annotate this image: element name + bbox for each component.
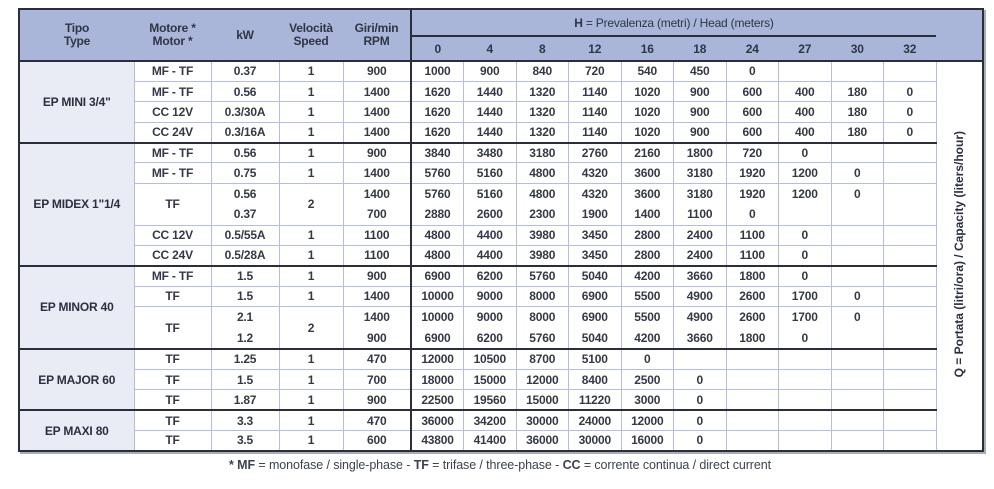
motor-cell: MF - TF bbox=[134, 266, 211, 286]
data-cell: 15000 bbox=[516, 390, 569, 410]
data-cell: 0 bbox=[674, 431, 727, 451]
data-cell: 1140 bbox=[569, 122, 622, 142]
head-value-header: 30 bbox=[831, 36, 884, 61]
data-cell: 4320 1900 bbox=[569, 183, 622, 225]
rpm-cell: 600 bbox=[343, 431, 411, 451]
table-row bbox=[19, 61, 983, 81]
speed-cell: 1 bbox=[279, 163, 343, 183]
table-row bbox=[19, 349, 983, 369]
data-cell: 3840 bbox=[411, 143, 464, 163]
data-cell: 1200 bbox=[779, 183, 832, 225]
data-cell bbox=[884, 431, 937, 451]
head-value-header: 16 bbox=[621, 36, 674, 61]
data-cell bbox=[779, 390, 832, 410]
table-row bbox=[19, 410, 983, 430]
capacity-axis-label: Q = Portata (litri/ora) / Capacity (liters/hour) bbox=[952, 131, 967, 378]
table-row bbox=[19, 225, 983, 245]
data-cell bbox=[779, 431, 832, 451]
data-cell: 0 bbox=[884, 81, 937, 101]
speed-cell: 1 bbox=[279, 369, 343, 389]
motor-cell: CC 12V bbox=[134, 102, 211, 122]
data-cell: 600 bbox=[726, 81, 779, 101]
rpm-cell: 900 bbox=[343, 143, 411, 163]
head-value-header: 12 bbox=[569, 36, 622, 61]
table-row bbox=[19, 266, 983, 286]
data-cell: 900 bbox=[674, 122, 727, 142]
data-cell: 4800 bbox=[411, 246, 464, 266]
data-cell: 180 bbox=[831, 122, 884, 142]
data-cell: 1620 bbox=[411, 122, 464, 142]
data-cell: 0 bbox=[621, 349, 674, 369]
data-cell: 0 bbox=[831, 286, 884, 306]
data-cell bbox=[726, 431, 779, 451]
data-cell: 3450 bbox=[569, 246, 622, 266]
col-header-motore: Motore * Motor * bbox=[134, 9, 211, 61]
data-cell: 16000 bbox=[621, 431, 674, 451]
motor-cell: MF - TF bbox=[134, 143, 211, 163]
data-cell: 0 bbox=[831, 163, 884, 183]
data-cell: 6200 bbox=[464, 266, 517, 286]
data-cell: 2160 bbox=[621, 143, 674, 163]
data-cell: 0 bbox=[674, 410, 727, 430]
data-cell: 1620 bbox=[411, 102, 464, 122]
data-cell: 400 bbox=[779, 122, 832, 142]
table-row bbox=[19, 183, 983, 225]
data-cell: 15000 bbox=[464, 369, 517, 389]
data-cell bbox=[831, 410, 884, 430]
kw-cell: 0.56 0.37 bbox=[211, 183, 279, 225]
data-cell bbox=[831, 266, 884, 286]
head-value-header: 4 bbox=[464, 36, 517, 61]
data-cell bbox=[779, 369, 832, 389]
data-cell: 18000 bbox=[411, 369, 464, 389]
table-row bbox=[19, 431, 983, 451]
table-row bbox=[19, 81, 983, 101]
data-cell: 0 bbox=[726, 61, 779, 81]
table-header bbox=[19, 9, 983, 61]
kw-cell: 1.5 bbox=[211, 369, 279, 389]
data-cell bbox=[884, 410, 937, 430]
motor-cell: CC 24V bbox=[134, 246, 211, 266]
data-cell bbox=[831, 143, 884, 163]
data-cell: 2800 bbox=[621, 225, 674, 245]
data-cell: 34200 bbox=[464, 410, 517, 430]
data-cell bbox=[831, 349, 884, 369]
data-cell: 0 bbox=[674, 390, 727, 410]
kw-cell: 0.75 bbox=[211, 163, 279, 183]
rpm-cell: 900 bbox=[343, 390, 411, 410]
data-cell bbox=[884, 307, 937, 349]
motor-cell: MF - TF bbox=[134, 61, 211, 81]
data-cell bbox=[831, 390, 884, 410]
data-cell: 8400 bbox=[569, 369, 622, 389]
data-cell: 4800 2300 bbox=[516, 183, 569, 225]
data-cell: 0 bbox=[884, 102, 937, 122]
rpm-cell: 1400 700 bbox=[343, 183, 411, 225]
data-cell bbox=[726, 410, 779, 430]
data-cell bbox=[726, 369, 779, 389]
data-cell bbox=[831, 61, 884, 81]
head-value-header: 8 bbox=[516, 36, 569, 61]
data-cell: 8000 5760 bbox=[516, 307, 569, 349]
kw-cell: 0.5/28A bbox=[211, 246, 279, 266]
data-cell: 0 bbox=[674, 369, 727, 389]
data-cell: 8700 bbox=[516, 349, 569, 369]
data-cell: 1440 bbox=[464, 122, 517, 142]
section-name-cell: EP MIDEX 1"1/4 bbox=[19, 143, 134, 266]
data-cell bbox=[884, 143, 937, 163]
data-cell: 900 bbox=[674, 102, 727, 122]
motor-cell: TF bbox=[134, 183, 211, 225]
col-header-kw: kW bbox=[211, 9, 279, 61]
data-cell: 5160 2600 bbox=[464, 183, 517, 225]
section-name-cell: EP MINOR 40 bbox=[19, 266, 134, 349]
data-cell: 0 bbox=[884, 122, 937, 142]
data-cell: 4400 bbox=[464, 246, 517, 266]
speed-cell: 1 bbox=[279, 122, 343, 142]
data-cell: 3180 1100 bbox=[674, 183, 727, 225]
data-cell: 0 bbox=[779, 143, 832, 163]
data-cell: 5040 bbox=[569, 266, 622, 286]
motor-cell: MF - TF bbox=[134, 163, 211, 183]
motor-cell: TF bbox=[134, 307, 211, 349]
data-cell bbox=[831, 431, 884, 451]
data-cell: 1020 bbox=[621, 102, 674, 122]
data-cell: 22500 bbox=[411, 390, 464, 410]
data-cell: 400 bbox=[779, 81, 832, 101]
data-cell: 900 bbox=[674, 81, 727, 101]
data-cell: 3600 bbox=[621, 163, 674, 183]
table-body bbox=[19, 61, 983, 451]
data-cell: 5760 2880 bbox=[411, 183, 464, 225]
data-cell: 1140 bbox=[569, 81, 622, 101]
data-cell: 43800 bbox=[411, 431, 464, 451]
data-cell: 10500 bbox=[464, 349, 517, 369]
data-cell: 720 bbox=[569, 61, 622, 81]
col-header-tipo: Tipo Type bbox=[19, 9, 134, 61]
kw-cell: 3.5 bbox=[211, 431, 279, 451]
data-cell bbox=[884, 286, 937, 306]
motor-cell: TF bbox=[134, 349, 211, 369]
data-cell: 10000 bbox=[411, 286, 464, 306]
rpm-cell: 1400 bbox=[343, 81, 411, 101]
speed-cell: 1 bbox=[279, 266, 343, 286]
table-row bbox=[19, 246, 983, 266]
rpm-cell: 1400 bbox=[343, 163, 411, 183]
data-cell bbox=[726, 390, 779, 410]
data-cell: 4800 bbox=[516, 163, 569, 183]
data-cell: 5500 4200 bbox=[621, 307, 674, 349]
kw-cell: 2.1 1.2 bbox=[211, 307, 279, 349]
data-cell: 4400 bbox=[464, 225, 517, 245]
data-cell: 450 bbox=[674, 61, 727, 81]
head-columns-title: H = Prevalenza (metri) / Head (meters) bbox=[411, 9, 936, 36]
data-cell: 3980 bbox=[516, 246, 569, 266]
head-value-header: 0 bbox=[411, 36, 464, 61]
data-cell: 12000 bbox=[411, 349, 464, 369]
data-cell: 180 bbox=[831, 81, 884, 101]
speed-cell: 1 bbox=[279, 102, 343, 122]
speed-cell: 1 bbox=[279, 81, 343, 101]
footnote: * MF = monofase / single-phase - TF = trifase / three-phase - CC = corrente continua / direct current bbox=[229, 458, 771, 472]
speed-cell: 2 bbox=[279, 307, 343, 349]
data-cell: 0 bbox=[779, 225, 832, 245]
rpm-cell: 700 bbox=[343, 369, 411, 389]
data-cell: 2600 1800 bbox=[726, 307, 779, 349]
data-cell: 600 bbox=[726, 122, 779, 142]
data-cell bbox=[779, 349, 832, 369]
data-cell: 1100 bbox=[726, 246, 779, 266]
data-cell bbox=[884, 390, 937, 410]
data-cell: 4200 bbox=[621, 266, 674, 286]
motor-cell: CC 24V bbox=[134, 122, 211, 142]
data-cell: 2800 bbox=[621, 246, 674, 266]
data-cell: 2760 bbox=[569, 143, 622, 163]
data-cell: 1620 bbox=[411, 81, 464, 101]
head-value-header: 32 bbox=[884, 36, 937, 61]
data-cell: 5760 bbox=[516, 266, 569, 286]
header-row-title bbox=[19, 9, 983, 36]
kw-cell: 0.3/16A bbox=[211, 122, 279, 142]
data-cell: 900 bbox=[464, 61, 517, 81]
head-value-header: 18 bbox=[674, 36, 727, 61]
table-row bbox=[19, 369, 983, 389]
rpm-cell: 1100 bbox=[343, 246, 411, 266]
motor-cell: TF bbox=[134, 431, 211, 451]
data-cell: 6900 5040 bbox=[569, 307, 622, 349]
data-cell: 1020 bbox=[621, 122, 674, 142]
data-cell bbox=[779, 61, 832, 81]
data-cell: 5500 bbox=[621, 286, 674, 306]
data-cell bbox=[884, 246, 937, 266]
data-cell: 36000 bbox=[411, 410, 464, 430]
speed-cell: 1 bbox=[279, 143, 343, 163]
data-cell: 30000 bbox=[516, 410, 569, 430]
kw-cell: 1.25 bbox=[211, 349, 279, 369]
speed-cell: 2 bbox=[279, 183, 343, 225]
kw-cell: 1.5 bbox=[211, 286, 279, 306]
kw-cell: 1.5 bbox=[211, 266, 279, 286]
motor-cell: MF - TF bbox=[134, 81, 211, 101]
table-row bbox=[19, 122, 983, 142]
data-cell bbox=[884, 61, 937, 81]
data-cell: 0 bbox=[779, 266, 832, 286]
section-name-cell: EP MAXI 80 bbox=[19, 410, 134, 451]
data-cell: 1320 bbox=[516, 81, 569, 101]
kw-cell: 0.3/30A bbox=[211, 102, 279, 122]
head-value-header: 24 bbox=[726, 36, 779, 61]
data-cell bbox=[884, 369, 937, 389]
data-cell: 3480 bbox=[464, 143, 517, 163]
data-cell: 2500 bbox=[621, 369, 674, 389]
data-cell bbox=[884, 183, 937, 225]
data-cell: 3180 bbox=[674, 163, 727, 183]
kw-cell: 0.5/55A bbox=[211, 225, 279, 245]
data-cell: 0 bbox=[831, 307, 884, 349]
data-cell: 12000 bbox=[621, 410, 674, 430]
data-cell: 19560 bbox=[464, 390, 517, 410]
data-cell: 4320 bbox=[569, 163, 622, 183]
data-cell: 6900 bbox=[411, 266, 464, 286]
speed-cell: 1 bbox=[279, 225, 343, 245]
col-header-giri: Giri/min RPM bbox=[343, 9, 411, 61]
pump-table bbox=[18, 8, 984, 452]
data-cell: 1320 bbox=[516, 122, 569, 142]
motor-cell: TF bbox=[134, 369, 211, 389]
data-cell: 6900 bbox=[569, 286, 622, 306]
speed-cell: 1 bbox=[279, 349, 343, 369]
speed-cell: 1 bbox=[279, 410, 343, 430]
data-cell: 1800 bbox=[726, 266, 779, 286]
data-cell: 1920 0 bbox=[726, 183, 779, 225]
data-cell: 5760 bbox=[411, 163, 464, 183]
data-cell: 5160 bbox=[464, 163, 517, 183]
table-row bbox=[19, 307, 983, 349]
data-cell: 3660 bbox=[674, 266, 727, 286]
data-cell: 12000 bbox=[516, 369, 569, 389]
section-name-cell: EP MAJOR 60 bbox=[19, 349, 134, 410]
data-cell: 5100 bbox=[569, 349, 622, 369]
motor-cell: TF bbox=[134, 286, 211, 306]
rpm-cell: 1400 900 bbox=[343, 307, 411, 349]
capacity-axis-cell bbox=[936, 61, 983, 451]
data-cell: 3000 bbox=[621, 390, 674, 410]
data-cell: 840 bbox=[516, 61, 569, 81]
data-cell bbox=[884, 225, 937, 245]
data-cell: 1700 0 bbox=[779, 307, 832, 349]
data-cell bbox=[884, 349, 937, 369]
data-cell: 3600 1400 bbox=[621, 183, 674, 225]
data-cell: 0 bbox=[779, 246, 832, 266]
table-row bbox=[19, 390, 983, 410]
data-cell: 9000 6200 bbox=[464, 307, 517, 349]
data-cell: 3450 bbox=[569, 225, 622, 245]
data-cell: 400 bbox=[779, 102, 832, 122]
data-cell: 3980 bbox=[516, 225, 569, 245]
rpm-cell: 1100 bbox=[343, 225, 411, 245]
data-cell: 540 bbox=[621, 61, 674, 81]
speed-cell: 1 bbox=[279, 61, 343, 81]
speed-cell: 1 bbox=[279, 246, 343, 266]
data-cell: 2400 bbox=[674, 246, 727, 266]
rpm-cell: 1400 bbox=[343, 102, 411, 122]
data-cell: 10000 6900 bbox=[411, 307, 464, 349]
data-cell: 0 bbox=[831, 183, 884, 225]
table-row bbox=[19, 286, 983, 306]
kw-cell: 0.56 bbox=[211, 81, 279, 101]
data-cell: 1440 bbox=[464, 81, 517, 101]
data-cell: 1320 bbox=[516, 102, 569, 122]
rpm-cell: 900 bbox=[343, 61, 411, 81]
data-cell: 1800 bbox=[674, 143, 727, 163]
data-cell: 1440 bbox=[464, 102, 517, 122]
data-cell: 24000 bbox=[569, 410, 622, 430]
data-cell bbox=[831, 246, 884, 266]
data-cell: 41400 bbox=[464, 431, 517, 451]
data-cell: 4900 3660 bbox=[674, 307, 727, 349]
rpm-cell: 470 bbox=[343, 349, 411, 369]
motor-cell: CC 12V bbox=[134, 225, 211, 245]
data-cell: 720 bbox=[726, 143, 779, 163]
rpm-cell: 1400 bbox=[343, 286, 411, 306]
capacity-column-header bbox=[936, 9, 983, 61]
rpm-cell: 900 bbox=[343, 266, 411, 286]
data-cell: 9000 bbox=[464, 286, 517, 306]
data-cell bbox=[884, 163, 937, 183]
section-name-cell: EP MINI 3/4" bbox=[19, 61, 134, 143]
data-cell bbox=[674, 349, 727, 369]
table-row bbox=[19, 102, 983, 122]
kw-cell: 0.37 bbox=[211, 61, 279, 81]
data-cell bbox=[884, 266, 937, 286]
data-cell: 4800 bbox=[411, 225, 464, 245]
motor-cell: TF bbox=[134, 410, 211, 430]
rpm-cell: 470 bbox=[343, 410, 411, 430]
data-cell: 1700 bbox=[779, 286, 832, 306]
data-cell bbox=[779, 410, 832, 430]
table-row bbox=[19, 143, 983, 163]
data-cell bbox=[831, 369, 884, 389]
data-cell: 2600 bbox=[726, 286, 779, 306]
data-cell: 4900 bbox=[674, 286, 727, 306]
data-cell: 1100 bbox=[726, 225, 779, 245]
data-cell: 8000 bbox=[516, 286, 569, 306]
data-cell: 2400 bbox=[674, 225, 727, 245]
table-row bbox=[19, 163, 983, 183]
kw-cell: 1.87 bbox=[211, 390, 279, 410]
kw-cell: 0.56 bbox=[211, 143, 279, 163]
motor-cell: TF bbox=[134, 390, 211, 410]
data-cell: 11220 bbox=[569, 390, 622, 410]
head-value-header: 27 bbox=[779, 36, 832, 61]
data-cell bbox=[726, 349, 779, 369]
rpm-cell: 1400 bbox=[343, 122, 411, 142]
data-cell: 1920 bbox=[726, 163, 779, 183]
speed-cell: 1 bbox=[279, 431, 343, 451]
speed-cell: 1 bbox=[279, 286, 343, 306]
data-cell: 36000 bbox=[516, 431, 569, 451]
data-cell: 30000 bbox=[569, 431, 622, 451]
data-cell: 180 bbox=[831, 102, 884, 122]
data-cell bbox=[831, 225, 884, 245]
data-cell: 600 bbox=[726, 102, 779, 122]
speed-cell: 1 bbox=[279, 390, 343, 410]
data-cell: 1140 bbox=[569, 102, 622, 122]
kw-cell: 3.3 bbox=[211, 410, 279, 430]
data-cell: 1020 bbox=[621, 81, 674, 101]
data-cell: 3180 bbox=[516, 143, 569, 163]
data-cell: 1000 bbox=[411, 61, 464, 81]
col-header-velocita: Velocità Speed bbox=[279, 9, 343, 61]
data-cell: 1200 bbox=[779, 163, 832, 183]
